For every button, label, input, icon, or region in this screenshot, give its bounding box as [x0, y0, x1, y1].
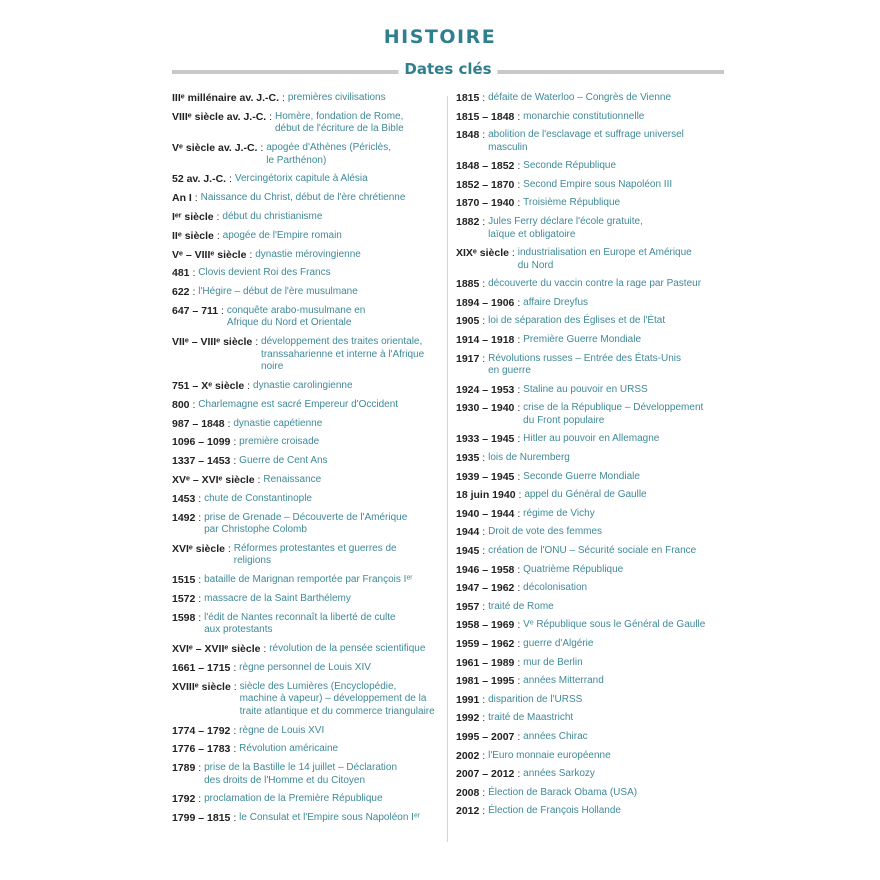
- entry-separator: :: [189, 398, 199, 411]
- entry-separator: :: [479, 452, 489, 464]
- entry-description: années Mitterrand: [523, 675, 604, 687]
- entry-description: chute de Constantinople: [204, 492, 312, 504]
- timeline-entry: [172, 267, 442, 280]
- page-subtitle: Dates clés: [398, 58, 497, 80]
- timeline-entry: [172, 725, 442, 738]
- entry-description: monarchie constitutionnelle: [523, 110, 645, 122]
- entry-description: massacre de la Saint Barthélemy: [204, 593, 351, 605]
- timeline-entry: [456, 582, 726, 595]
- entry-separator: :: [514, 637, 524, 650]
- timeline-entry: [456, 768, 726, 781]
- timeline-entry: [172, 593, 442, 606]
- entry-date: 1905: [456, 315, 480, 328]
- entry-description: Vᵉ République sous le Général de Gaulle: [523, 619, 706, 631]
- entry-separator: :: [479, 786, 489, 799]
- timeline-entry: [172, 574, 442, 587]
- entry-description: traité de Rome: [488, 600, 554, 612]
- entry-separator: :: [189, 267, 199, 280]
- timeline-entry: [456, 452, 726, 465]
- entry-date: 1930 – 1940: [456, 402, 515, 415]
- entry-date: 1992: [456, 712, 480, 725]
- entry-separator: :: [514, 197, 524, 210]
- entry-description: premières civilisations: [287, 92, 386, 103]
- entry-date: 1924 – 1953: [456, 383, 515, 396]
- entry-description: loi de séparation des Églises et de l'État: [488, 315, 666, 327]
- entry-separator: :: [266, 110, 275, 123]
- entry-description: l'Hégire – début de l'ère musulmane: [198, 286, 358, 298]
- entry-separator: :: [195, 762, 205, 775]
- entry-description: régime de Vichy: [523, 507, 595, 519]
- entry-separator: :: [479, 315, 489, 328]
- entry-separator: :: [260, 643, 270, 656]
- entry-date: 1337 – 1453: [172, 455, 231, 468]
- timeline-entry: [456, 129, 726, 154]
- entry-description: Naissance du Christ, début de l'ère chrétienne: [200, 192, 406, 204]
- entry-separator: :: [195, 611, 205, 624]
- entry-description: Hitler au pouvoir en Allemagne: [523, 433, 660, 445]
- entry-description: guerre d'Algérie: [523, 637, 594, 649]
- entry-description: crise de la République – Développement du Front populaire: [523, 402, 704, 426]
- timeline-entry: [456, 334, 726, 347]
- timeline-entry: [456, 384, 726, 397]
- entry-description: Première Guerre Mondiale: [523, 334, 641, 346]
- entry-date: XVᵉ – XVIᵉ siècle: [172, 474, 255, 487]
- entry-separator: :: [230, 661, 240, 674]
- entry-date: 1789: [172, 762, 196, 775]
- timeline-entry: [456, 402, 726, 427]
- timeline-entry: [456, 805, 726, 818]
- entry-description: création de l'ONU – Sécurité sociale en France: [488, 544, 697, 556]
- entry-separator: :: [508, 247, 518, 260]
- entry-date: An I: [172, 192, 192, 205]
- entry-description: abolition de l'esclavage et suffrage universel masculin: [488, 129, 684, 153]
- entry-date: 1852 – 1870: [456, 178, 515, 191]
- timeline-entry: [172, 173, 442, 186]
- entry-separator: :: [279, 92, 288, 104]
- timeline-entry: [172, 380, 442, 393]
- entry-separator: :: [514, 582, 524, 595]
- timeline-entry: [172, 399, 442, 412]
- entry-separator: :: [213, 229, 223, 242]
- entry-description: Droit de vote des femmes: [488, 526, 603, 538]
- entry-date: 1848 – 1852: [456, 160, 515, 173]
- entry-description: Charlemagne est sacré Empereur d'Occident: [198, 398, 399, 410]
- entry-date: Vᵉ siècle av. J.-C.: [172, 142, 258, 155]
- entry-date: 1917: [456, 352, 480, 365]
- entry-separator: :: [195, 511, 205, 524]
- entry-description: Second Empire sous Napoléon III: [523, 178, 673, 190]
- entry-description: règne de Louis XVI: [239, 724, 325, 736]
- entry-date: 1939 – 1945: [456, 470, 515, 483]
- entry-description: première croisade: [239, 436, 320, 448]
- entry-date: 1515: [172, 574, 196, 587]
- entry-separator: :: [479, 805, 489, 818]
- entry-date: 1894 – 1906: [456, 296, 515, 309]
- entry-date: Iᵉʳ siècle: [172, 210, 214, 223]
- entry-date: 1848: [456, 129, 480, 142]
- entry-description: Réformes protestantes et guerres de religions: [233, 542, 397, 567]
- timeline-entry: [456, 216, 726, 241]
- timeline-entry: [172, 436, 442, 449]
- entry-separator: :: [479, 92, 489, 104]
- entry-separator: :: [254, 474, 264, 487]
- entry-date: 18 juin 1940: [456, 489, 516, 502]
- entry-separator: :: [189, 286, 199, 299]
- entry-separator: :: [195, 793, 205, 806]
- entry-description: prise de la Bastille le 14 juillet – Déclaration des droits de l'Homme et du Citoyen: [204, 762, 398, 786]
- entry-date: 52 av. J.-C.: [172, 173, 227, 186]
- entry-date: 1958 – 1969: [456, 619, 515, 632]
- entry-description: Staline au pouvoir en URSS: [523, 383, 648, 395]
- timeline-entry: [456, 92, 726, 105]
- entry-date: IIᵉ siècle: [172, 229, 214, 242]
- entry-description: Clovis devient Roi des Francs: [198, 267, 331, 279]
- timeline-entry: [456, 489, 726, 502]
- entry-description: dynastie mérovingienne: [255, 248, 361, 260]
- entry-description: décolonisation: [523, 582, 588, 594]
- timeline-entry: [456, 545, 726, 558]
- entry-date: 751 – Xᵉ siècle: [172, 380, 245, 393]
- entry-date: 1935: [456, 452, 480, 464]
- timeline-entry: [172, 418, 442, 431]
- entry-description: Élection de Barack Obama (USA): [488, 786, 638, 798]
- entry-description: Élection de François Hollande: [488, 805, 621, 817]
- entry-date: 1815 – 1848: [456, 110, 515, 123]
- timeline-entry: [456, 750, 726, 763]
- entry-date: 1815: [456, 92, 480, 104]
- timeline-entry: [172, 612, 442, 637]
- timeline-entry: [172, 230, 442, 243]
- entry-date: 1981 – 1995: [456, 675, 515, 688]
- entry-separator: :: [230, 812, 240, 825]
- timeline-entry: [172, 543, 442, 568]
- entry-separator: :: [479, 749, 489, 762]
- entry-separator: :: [218, 304, 227, 317]
- timeline-entry: [172, 305, 442, 330]
- entry-separator: :: [514, 296, 524, 309]
- entry-description: années Chirac: [523, 730, 588, 742]
- entry-description: conquête arabo-musulmane en Afrique du Nord et Orientale: [226, 304, 366, 329]
- entry-date: 2012: [456, 805, 480, 818]
- entry-description: traité de Maastricht: [488, 712, 574, 724]
- entry-description: proclamation de la Première République: [204, 793, 383, 805]
- entry-date: 1882: [456, 216, 480, 229]
- entry-date: XIXᵉ siècle: [456, 247, 509, 260]
- entry-description: Homère, fondation de Rome, début de l'écriture de la Bible: [274, 110, 404, 135]
- entry-date: 1492: [172, 511, 196, 524]
- timeline-entry: [456, 694, 726, 707]
- entry-description: disparition de l'URSS: [488, 693, 583, 705]
- timeline-entry: [456, 179, 726, 192]
- entry-date: 1991: [456, 693, 480, 706]
- entry-separator: :: [479, 600, 489, 613]
- column-divider: [447, 96, 448, 842]
- entry-date: 481: [172, 267, 190, 280]
- entry-date: 1914 – 1918: [456, 334, 515, 347]
- entry-description: mur de Berlin: [523, 656, 583, 668]
- entry-date: 1792: [172, 793, 196, 806]
- timeline-entry: [456, 471, 726, 484]
- entry-date: Vᵉ – VIIIᵉ siècle: [172, 248, 247, 261]
- entry-description: prise de Grenade – Découverte de l'Amérique par Christophe Colomb: [204, 511, 408, 536]
- timeline-entry: [172, 474, 442, 487]
- timeline-entry: [456, 433, 726, 446]
- entry-description: découverte du vaccin contre la rage par Pasteur: [488, 278, 702, 290]
- entry-separator: :: [230, 680, 240, 693]
- entry-separator: :: [195, 492, 205, 505]
- entry-separator: :: [514, 334, 524, 347]
- entry-date: 1870 – 1940: [456, 197, 515, 210]
- entry-separator: :: [252, 336, 262, 349]
- timeline-entry: [456, 564, 726, 577]
- entry-separator: :: [479, 216, 489, 229]
- timeline-entry: [172, 662, 442, 675]
- timeline-entry: [456, 508, 726, 521]
- entry-separator: :: [479, 712, 489, 725]
- entry-separator: :: [514, 433, 524, 446]
- entry-separator: :: [230, 743, 240, 756]
- timeline-entry: [172, 793, 442, 806]
- entry-separator: :: [514, 730, 524, 743]
- entry-description: Renaissance: [263, 474, 322, 486]
- timeline-column-left: [172, 92, 442, 831]
- entry-date: 2007 – 2012: [456, 768, 515, 781]
- entry-description: dynastie capétienne: [233, 417, 323, 429]
- entry-date: 1961 – 1989: [456, 656, 515, 669]
- timeline-entry: [456, 712, 726, 725]
- entry-description: développement des traites orientale, transsaharienne et interne à l'Afrique noire: [261, 336, 425, 373]
- entry-description: affaire Dreyfus: [523, 296, 589, 308]
- entry-date: 987 – 1848: [172, 417, 225, 430]
- entry-description: appel du Général de Gaulle: [524, 489, 647, 501]
- entry-date: 1572: [172, 593, 196, 606]
- entry-date: 1885: [456, 278, 480, 291]
- entry-separator: :: [244, 380, 254, 393]
- entry-separator: :: [213, 210, 223, 223]
- entry-separator: :: [195, 574, 205, 587]
- entry-date: 1947 – 1962: [456, 582, 515, 595]
- entry-separator: :: [230, 724, 240, 737]
- entry-separator: :: [514, 110, 524, 123]
- entry-date: 1774 – 1792: [172, 724, 231, 737]
- timeline-entry: [456, 638, 726, 651]
- timeline-entry: [172, 211, 442, 224]
- entry-description: bataille de Marignan remportée par François Iᵉʳ: [204, 574, 413, 586]
- entry-date: 2008: [456, 786, 480, 799]
- entry-description: Vercingétorix capitule à Alésia: [234, 173, 368, 185]
- timeline-entry: [172, 192, 442, 205]
- entry-description: début du christianisme: [222, 210, 323, 222]
- entry-separator: :: [479, 526, 489, 539]
- entry-description: révolution de la pensée scientifique: [269, 643, 426, 655]
- timeline-entry: [456, 787, 726, 800]
- entry-date: 1453: [172, 492, 196, 505]
- entry-separator: :: [479, 278, 489, 291]
- entry-date: 1661 – 1715: [172, 661, 231, 674]
- entry-date: 1776 – 1783: [172, 743, 231, 756]
- entry-description: apogée de l'Empire romain: [222, 229, 342, 241]
- entry-date: IIIᵉ millénaire av. J.-C.: [172, 92, 280, 104]
- timeline-entry: [172, 743, 442, 756]
- entry-separator: :: [257, 142, 267, 155]
- entry-separator: :: [515, 489, 525, 502]
- timeline-entry: [172, 762, 442, 787]
- timeline-entry: [456, 619, 726, 632]
- entry-description: Révolution américaine: [239, 743, 339, 755]
- entry-description: siècle des Lumières (Encyclopédie, machine à vapeur) – développement de la traite atlantique et du commerce triangulaire: [239, 680, 435, 717]
- timeline-entry: [172, 286, 442, 299]
- entry-description: le Consulat et l'Empire sous Napoléon Iᵉʳ: [239, 812, 421, 824]
- timeline-entry: [456, 526, 726, 539]
- entry-date: XVIᵉ siècle: [172, 542, 225, 555]
- entry-separator: :: [514, 619, 524, 632]
- entry-description: années Sarkozy: [523, 768, 595, 780]
- timeline-entry: [172, 92, 442, 105]
- entry-separator: :: [479, 544, 489, 557]
- entry-description: lois de Nuremberg: [488, 452, 570, 463]
- entry-date: VIIIᵉ siècle av. J.-C.: [172, 110, 267, 123]
- entry-date: 2002: [456, 749, 480, 762]
- entry-date: 647 – 711: [172, 304, 219, 317]
- page-title: HISTOIRE: [383, 26, 497, 48]
- entry-date: 1933 – 1945: [456, 433, 515, 446]
- timeline-entry: [456, 247, 726, 272]
- timeline-entry: [456, 197, 726, 210]
- entry-date: 1799 – 1815: [172, 812, 231, 825]
- entry-date: 1959 – 1962: [456, 637, 515, 650]
- entry-separator: :: [195, 593, 205, 606]
- timeline-entry: [172, 512, 442, 537]
- entry-description: industrialisation en Europe et Amérique du Nord: [517, 247, 692, 271]
- entry-description: Révolutions russes – Entrée des États-Unis en guerre: [488, 352, 681, 377]
- entry-description: apogée d'Athènes (Périclès, le Parthénon): [266, 142, 391, 166]
- timeline-column-right: [456, 92, 726, 824]
- timeline-entry: [172, 643, 442, 656]
- entry-separator: :: [230, 436, 240, 449]
- timeline-entry: [456, 315, 726, 328]
- timeline-entry: [456, 731, 726, 744]
- entry-date: 1945: [456, 544, 480, 557]
- entry-separator: :: [479, 352, 489, 365]
- entry-date: 622: [172, 286, 190, 299]
- timeline-entry: [456, 675, 726, 688]
- entry-separator: :: [514, 470, 524, 483]
- timeline-entry: [456, 297, 726, 310]
- entry-date: 800: [172, 398, 190, 411]
- entry-description: règne personnel de Louis XIV: [239, 661, 371, 673]
- timeline-entry: [172, 455, 442, 468]
- entry-description: Seconde Guerre Mondiale: [523, 470, 640, 482]
- entry-date: 1946 – 1958: [456, 563, 515, 576]
- timeline-entry: [456, 278, 726, 291]
- entry-description: dynastie carolingienne: [253, 380, 353, 392]
- timeline-entry: [456, 657, 726, 670]
- entry-separator: :: [226, 173, 235, 186]
- entry-description: Quatrième République: [523, 563, 624, 575]
- entry-separator: :: [191, 192, 201, 205]
- timeline-entry: [456, 353, 726, 378]
- entry-separator: :: [514, 402, 524, 415]
- entry-description: Jules Ferry déclare l'école gratuite, laïque et obligatoire: [488, 216, 643, 240]
- entry-separator: :: [479, 693, 489, 706]
- timeline-entry: [172, 142, 442, 167]
- timeline-entry: [172, 249, 442, 262]
- entry-date: XVIᵉ – XVIIᵉ siècle: [172, 643, 261, 656]
- timeline-entry: [456, 601, 726, 614]
- entry-separator: :: [514, 675, 524, 688]
- entry-date: 1944: [456, 526, 480, 539]
- entry-date: 1598: [172, 611, 196, 624]
- entry-description: l'Euro monnaie européenne: [488, 749, 611, 761]
- entry-separator: :: [514, 563, 524, 576]
- entry-separator: :: [246, 248, 256, 261]
- timeline-entry: [456, 160, 726, 173]
- timeline-entry: [172, 336, 442, 374]
- entry-separator: :: [224, 417, 234, 430]
- entry-date: 1995 – 2007: [456, 730, 515, 743]
- timeline-entry: [456, 111, 726, 124]
- timeline-entry: [172, 493, 442, 506]
- subtitle-bar: [172, 58, 724, 80]
- entry-date: VIIᵉ – VIIIᵉ siècle: [172, 336, 253, 349]
- entry-description: Guerre de Cent Ans: [239, 455, 328, 467]
- entry-separator: :: [514, 383, 524, 396]
- entry-separator: :: [224, 542, 234, 555]
- entry-description: défaite de Waterloo – Congrès de Vienne: [488, 92, 672, 103]
- entry-separator: :: [514, 656, 524, 669]
- entry-date: 1096 – 1099: [172, 436, 231, 449]
- entry-separator: :: [230, 455, 240, 468]
- entry-separator: :: [514, 507, 524, 520]
- entry-description: Seconde République: [523, 160, 617, 172]
- entry-separator: :: [514, 160, 524, 173]
- entry-separator: :: [514, 768, 524, 781]
- entry-date: XVIIIᵉ siècle: [172, 680, 231, 693]
- timeline-entry: [172, 812, 442, 825]
- entry-description: l'édit de Nantes reconnaît la liberté de culte aux protestants: [204, 611, 396, 636]
- timeline-entry: [172, 681, 442, 719]
- entry-description: Troisième République: [523, 197, 621, 209]
- entry-date: 1940 – 1944: [456, 507, 515, 520]
- timeline-entry: [172, 111, 442, 136]
- entry-separator: :: [479, 129, 489, 142]
- entry-date: 1957: [456, 600, 480, 613]
- entry-separator: :: [514, 178, 524, 191]
